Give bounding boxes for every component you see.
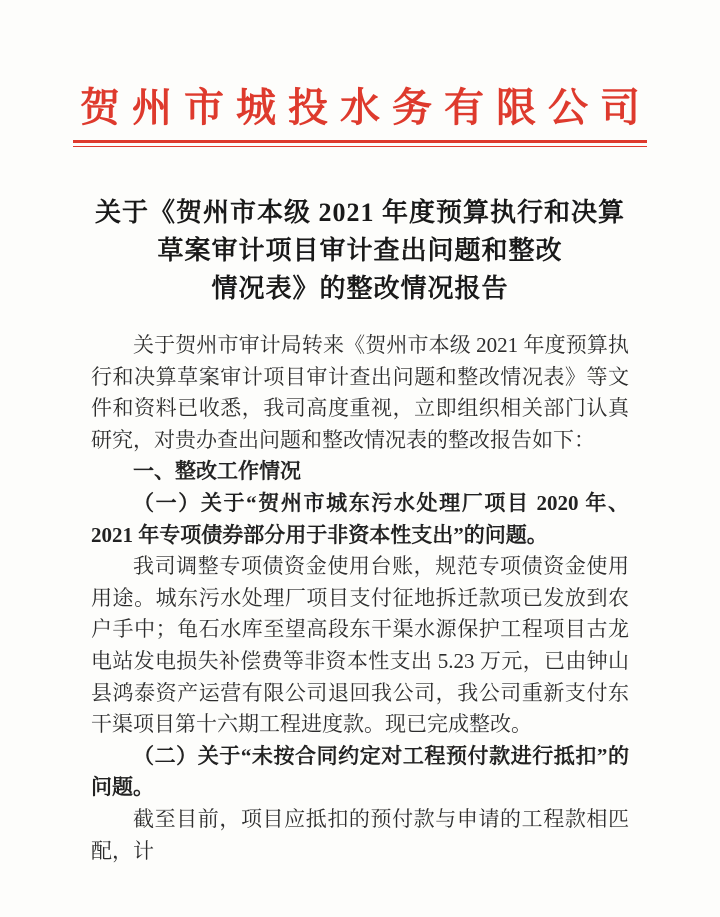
issue-2-heading: （二）关于“未按合同约定对工程预付款进行抵扣”的问题。 <box>91 743 629 800</box>
issue-2-rectification-paragraph: 截至目前，项目应抵扣的预付款与申请的工程款相匹配，计 <box>91 806 629 863</box>
letterhead-company-name: 贺州市城投水务有限公司 <box>80 85 652 130</box>
document-body <box>91 330 629 867</box>
document-title-line-1: 关于《贺州市本级 2021 年度预算执行和决算 <box>94 198 625 227</box>
issue-1-heading: （一）关于“贺州市城东污水处理厂项目 2020 年、2021 年专项债券部分用于非资本性支出”的问题。 <box>91 490 629 547</box>
document-title-line-3: 情况表》的整改情况报告 <box>211 274 509 303</box>
document-title <box>0 194 720 308</box>
letterhead-double-rule <box>73 140 647 147</box>
document-title-line-2: 草案审计项目审计查出问题和整改 <box>157 236 563 265</box>
issue-1-rectification-paragraph: 我司调整专项债资金使用台账，规范专项债资金使用用途。城东污水处理厂项目支付征地拆迁款项已发放到农户手中；龟石水库至望高段东干渠水源保护工程项目古龙电站发电损失补偿费等非资本性支出 5.23 万元，已由钟山县鸿泰资产运营有限公司退回我公司，我公司重新支付东干渠项目第十六期工程进度款。现已完成整改。 <box>91 554 629 737</box>
intro-paragraph: 关于贺州市审计局转来《贺州市本级 2021 年度预算执行和决算草案审计项目审计查出问题和整改情况表》等文件和资料已收悉，我司高度重视，立即组织相关部门认真研究，对贵办查出问题和整改情况表的整改报告如下： <box>91 333 629 452</box>
section-1-heading: 一、整改工作情况 <box>133 460 301 484</box>
letterhead <box>0 0 720 147</box>
